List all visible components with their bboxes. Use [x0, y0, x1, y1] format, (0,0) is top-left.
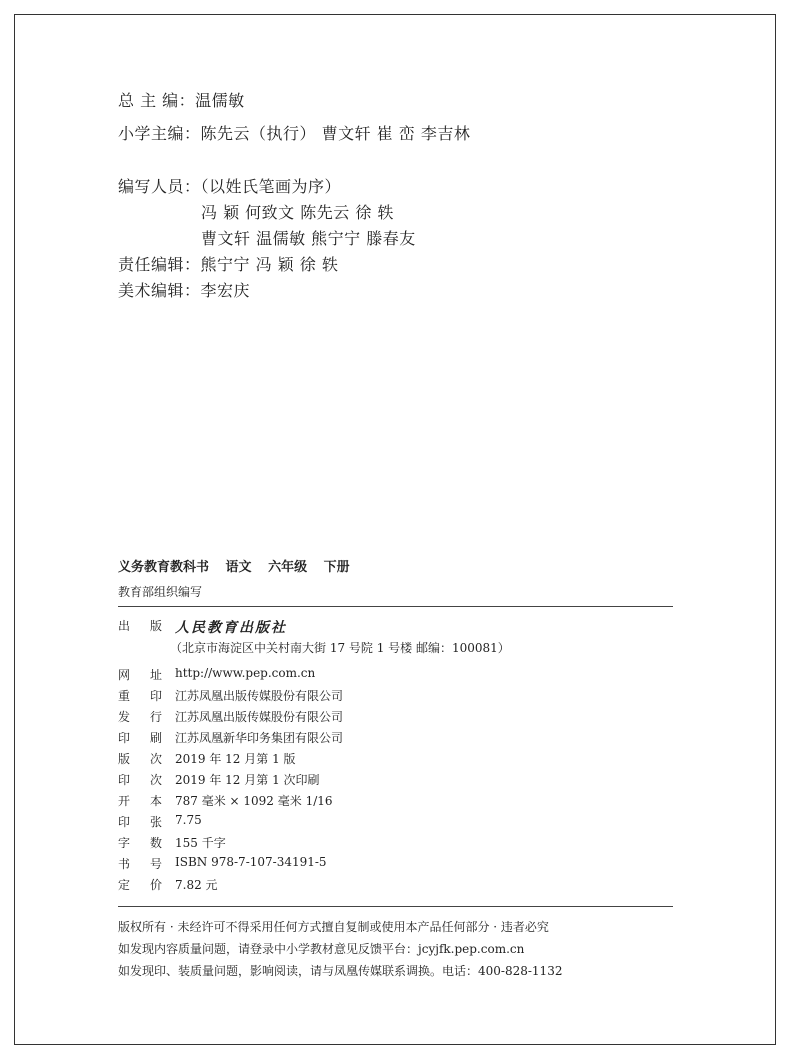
- website: http://www.pep.com.cn: [175, 666, 316, 680]
- book-title-block: [118, 556, 362, 600]
- writers-label: 编写人员：（以姓氏笔画为序）: [118, 177, 342, 196]
- publisher-logo: 人民教育出版社: [175, 620, 287, 636]
- isbn: ISBN 978-7-107-34191-5: [175, 855, 327, 869]
- format: 787 毫米 × 1092 毫米 1/16: [175, 794, 333, 808]
- chief-editor: 总 主 编：温儒敏: [118, 91, 245, 110]
- distributor-label: 发 行: [118, 710, 162, 724]
- word-count-label: 字 数: [118, 836, 162, 850]
- responsible-editor: 责任编辑：熊宁宁 冯 颖 徐 轶: [118, 255, 339, 274]
- publisher-address: （北京市海淀区中关村南大街 17 号院 1 号楼 邮编：100081）: [170, 641, 510, 655]
- printer-label: 印 刷: [118, 731, 162, 745]
- price: 7.82 元: [175, 878, 218, 892]
- format-label: 开 本: [118, 794, 162, 808]
- writers-line-1: 冯 颖 何致文 陈先云 徐 轶: [201, 203, 394, 222]
- distributor: 江苏凤凰出版传媒股份有限公司: [175, 710, 344, 724]
- divider-top: [118, 606, 673, 607]
- printing-label: 印 次: [118, 773, 162, 787]
- grade: 六年级: [268, 560, 308, 575]
- organizer: 教育部组织编写: [118, 585, 203, 599]
- price-label: 定 价: [118, 878, 162, 892]
- edition-label: 版 次: [118, 752, 162, 766]
- reprint: 江苏凤凰出版传媒股份有限公司: [175, 689, 344, 703]
- sheets: 7.75: [175, 813, 202, 827]
- edition: 2019 年 12 月第 1 版: [175, 752, 296, 766]
- word-count: 155 千字: [175, 836, 226, 850]
- divider-bottom: [118, 906, 673, 907]
- primary-editor: 小学主编：陈先云（执行） 曹文轩 崔 峦 李吉林: [118, 124, 471, 143]
- art-editor: 美术编辑：李宏庆: [118, 281, 251, 300]
- copyright-notice: 版权所有 · 未经许可不得采用任何方式擅自复制或使用本产品任何部分 · 违者必究: [118, 920, 549, 934]
- series-name: 义务教育教科书: [118, 560, 210, 575]
- publisher-label: 出 版: [118, 619, 162, 633]
- print-feedback: 如发现印、装质量问题，影响阅读，请与凤凰传媒联系调换。电话：400-828-1132: [118, 964, 563, 978]
- volume: 下册: [323, 560, 350, 575]
- website-label: 网 址: [118, 668, 162, 682]
- isbn-label: 书 号: [118, 857, 162, 871]
- reprint-label: 重 印: [118, 689, 162, 703]
- printer: 江苏凤凰新华印务集团有限公司: [175, 731, 344, 745]
- sheets-label: 印 张: [118, 815, 162, 829]
- writers-line-2: 曹文轩 温儒敏 熊宁宁 滕春友: [201, 229, 416, 248]
- quality-feedback: 如发现内容质量问题，请登录中小学教材意见反馈平台：jcyjfk.pep.com.cn: [118, 942, 525, 956]
- printing: 2019 年 12 月第 1 次印刷: [175, 773, 320, 787]
- book-title: [118, 556, 362, 575]
- subject: 语文: [225, 560, 252, 575]
